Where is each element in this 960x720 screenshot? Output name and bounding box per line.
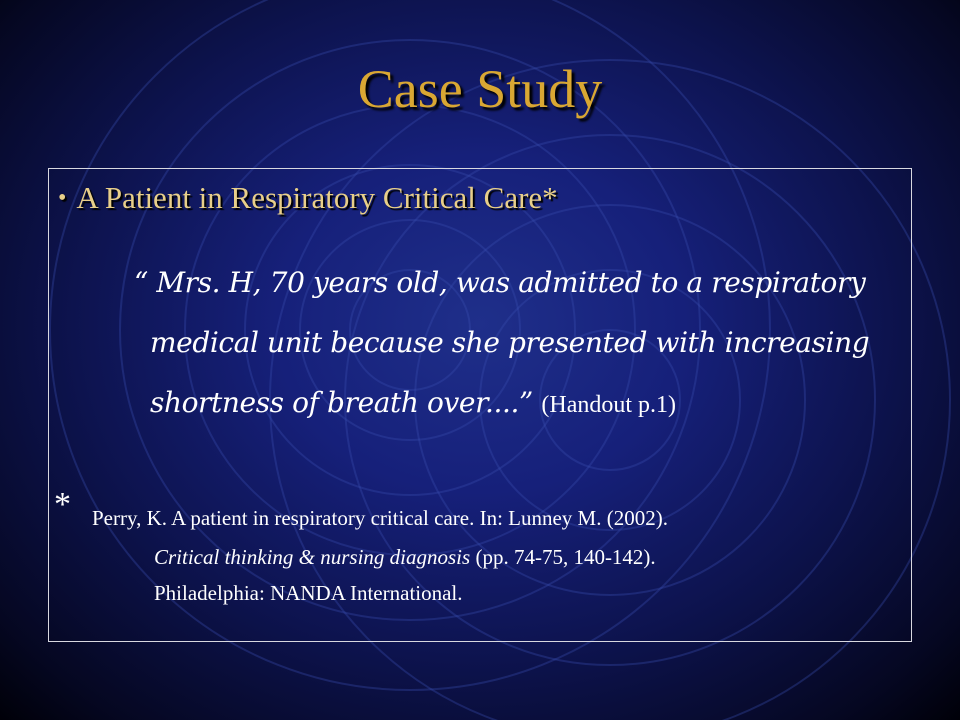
- bullet-item: [58, 180, 558, 216]
- quote-line-1: “ Mrs. H, 70 years old, was admitted to a respiratory: [134, 266, 866, 299]
- reference-marker: *: [54, 486, 71, 523]
- quote-line-3-text: shortness of breath over....”: [150, 386, 533, 419]
- quote-line-2: medical unit because she presented with increasing: [150, 326, 870, 359]
- bullet-dot-icon: •: [58, 185, 67, 211]
- reference-pages: (pp. 74-75, 140-142).: [475, 545, 656, 569]
- reference-line-3: Philadelphia: NANDA International.: [154, 581, 463, 605]
- reference-book-title: Critical thinking & nursing diagnosis: [154, 545, 471, 569]
- handout-reference: (Handout p.1): [541, 392, 677, 418]
- quote-line-3: [150, 386, 676, 419]
- slide-title: Case Study: [357, 59, 603, 119]
- bullet-text: A Patient in Respiratory Critical Care*: [76, 180, 558, 215]
- reference-line-1: Perry, K. A patient in respiratory critical care. In: Lunney M. (2002).: [92, 506, 668, 530]
- reference-line-2: [154, 545, 656, 570]
